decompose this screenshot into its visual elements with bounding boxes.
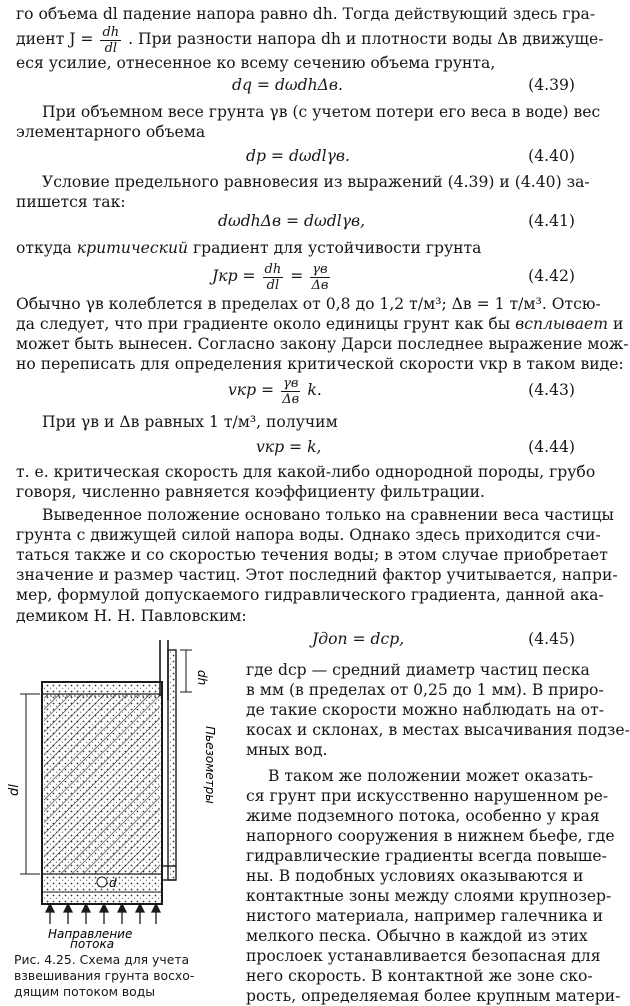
- column-line: ны. В подобных условиях оказываются и: [246, 867, 584, 885]
- paragraph-line: да следует, что при градиенте около единицы грунт как бы всплывает и: [16, 315, 624, 333]
- column-line: гидравлические градиенты всегда повыше-: [246, 847, 607, 865]
- equation-4-42: Jкр = $\frac{dh}{dl}$ = $\frac{\gamma в}{\Delta в}$: [212, 261, 329, 293]
- label-dh: dh: [195, 670, 209, 686]
- figure-caption-line: дящим потоком воды: [14, 984, 156, 999]
- label-flow: потока: [70, 937, 115, 951]
- paragraph-line: откуда критический градиент для устойчивости грунта: [16, 239, 482, 257]
- equation-number: (4.41): [528, 212, 575, 230]
- equation-number: (4.44): [528, 438, 575, 456]
- paragraph-line: Обычно γв колеблется в пределах от 0,8 до 1,2 т/м³; Δв = 1 т/м³. Отсю-: [16, 295, 601, 313]
- paragraph-line: элементарного объема: [16, 123, 206, 141]
- column-line: контактные зоны между слоями крупнозер-: [246, 887, 612, 905]
- equation-4-40: dp = dωdlγв.: [246, 147, 350, 165]
- paragraph-line: мер, формулой допускаемого гидравлического градиента, данной ака-: [16, 586, 604, 604]
- equation-number: (4.42): [528, 267, 575, 285]
- flow-arrows: [46, 904, 160, 924]
- paragraph-line: т. е. критическая скорость для какой-либо однородной породы, грубо: [16, 463, 596, 481]
- equation-number: (4.40): [528, 147, 575, 165]
- equation-4-44: vкр = k,: [256, 438, 322, 456]
- figure-caption-line: Рис. 4.25. Схема для учета: [14, 952, 190, 967]
- label-particle-d: d: [109, 876, 117, 890]
- column-line: мелкого песка. Обычно в каждой из этих: [246, 927, 588, 945]
- column-line: В таком же положении может оказать-: [268, 767, 594, 785]
- paragraph-line-with-fraction: диент J = $\frac{dh}{dl}$ . При разности напора dh и плотности воды Δв движуще-: [16, 24, 604, 56]
- column-line: напорного сооружения в нижнем бьефе, где: [246, 827, 615, 845]
- column-line: нистого материала, например галечника и: [246, 907, 603, 925]
- column-line: прослоек устанавливается безопасная для: [246, 947, 601, 965]
- column-line: него скорость. В контактной же зоне ско-: [246, 967, 593, 985]
- figure-caption-line: взвешивания грунта восхо-: [14, 968, 195, 983]
- paragraph-line: Выведенное положение основано только на сравнении веса частицы: [42, 506, 614, 524]
- paragraph-line: значение и размер частиц. Этот последний фактор учитывается, напри-: [16, 566, 618, 584]
- paragraph-line: пишется так:: [16, 193, 126, 211]
- paragraph-line: еся усилие, отнесенное ко всему сечению объема грунта,: [16, 54, 496, 72]
- paragraph-line: При объемном весе грунта γв (с учетом потери его веса в воде) вес: [42, 103, 601, 121]
- equation-number: (4.45): [528, 630, 575, 648]
- paragraph-line: При γв и Δв равных 1 т/м³, получим: [42, 413, 338, 431]
- label-flow-direction: Направление: [48, 927, 133, 941]
- equation-4-45: Jдоп = dср,: [312, 630, 405, 648]
- label-piezometers: Пьезометры: [203, 726, 217, 804]
- equation-number: (4.43): [528, 381, 575, 399]
- paragraph-line: демиком Н. Н. Павловским:: [16, 607, 247, 625]
- equation-4-39: dq = dωdhΔв.: [232, 76, 343, 94]
- equation-4-41: dωdhΔв = dωdlγв,: [218, 212, 366, 230]
- equation-4-43: vкр = $\frac{\gamma в}{\Delta в}$ k.: [228, 375, 322, 407]
- column-line: косах и склонах, в местах высачивания подзе-: [246, 721, 630, 739]
- paragraph-line: говоря, численно равняется коэффициенту фильтрации.: [16, 483, 485, 501]
- equation-number: (4.39): [528, 76, 575, 94]
- column-line: где dср — средний диаметр частиц песка: [246, 661, 590, 679]
- paragraph-line: го объема dl падение напора равно dh. Тогда действующий здесь гра-: [16, 5, 596, 23]
- label-dl: dl: [7, 784, 22, 796]
- paragraph-line: может быть вынесен. Согласно закону Дарси последнее выражение мож-: [16, 335, 629, 353]
- column-line: жиме подземного потока, особенно у края: [246, 807, 600, 825]
- column-line: в мм (в пределах от 0,25 до 1 мм). В приро-: [246, 681, 604, 699]
- paragraph-line: таться также и со скоростью течения воды; в этом случае приобретает: [16, 546, 608, 564]
- paragraph-line: грунта с движущей силой напора воды. Однако здесь приходится счи-: [16, 526, 601, 544]
- soil-sample: [44, 694, 160, 874]
- paragraph-line: но переписать для определения критической скорости vкр в таком виде:: [16, 355, 624, 373]
- gradient-fraction: $\frac{dh}{dl}$: [102, 24, 120, 56]
- column-line: де такие скорости можно наблюдать на от-: [246, 701, 605, 719]
- column-line: рость, определяемая более крупным матери-: [246, 987, 621, 1005]
- column-line: мных вод.: [246, 741, 328, 759]
- column-line: ся грунт при искусственно нарушенном ре-: [246, 787, 609, 805]
- figure-4-25: [7, 630, 242, 951]
- paragraph-line: Условие предельного равновесия из выражений (4.39) и (4.40) за-: [42, 173, 590, 191]
